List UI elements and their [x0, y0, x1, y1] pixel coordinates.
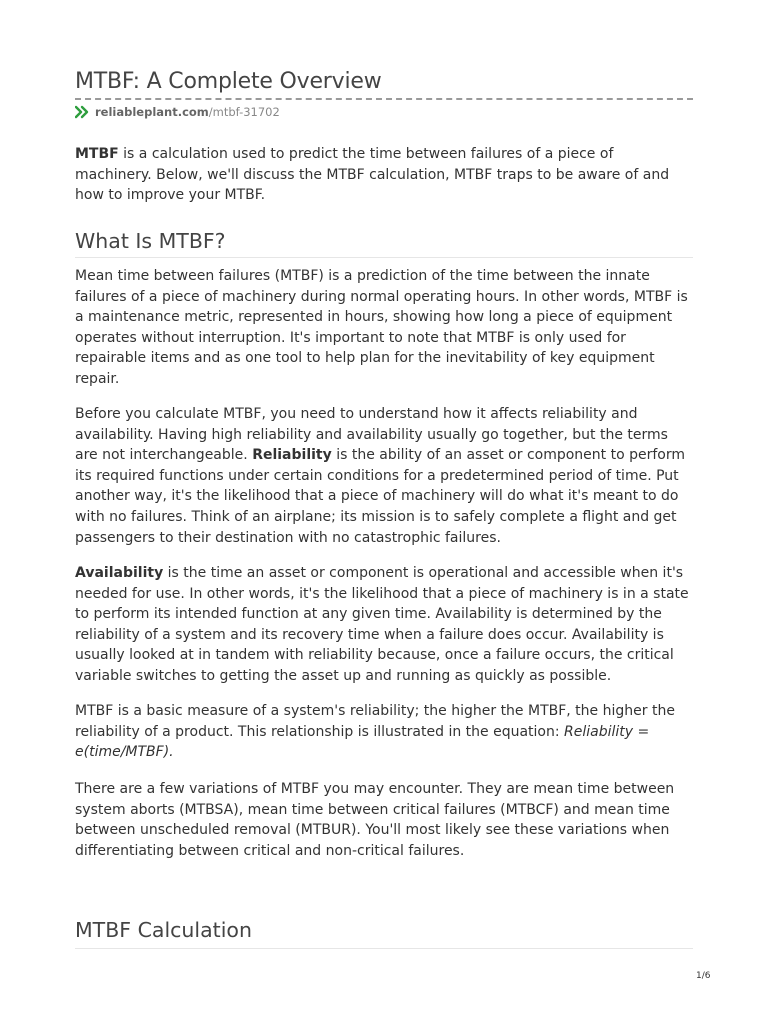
section-heading: What Is MTBF?	[75, 229, 226, 253]
page-number: 1/6	[696, 971, 711, 981]
section-divider	[75, 257, 693, 258]
paragraph-text: Before you calculate MTBF, you need to understand how it affects reliability and availability. Having high reliability and availability usually go together, but the terms are not interchangeable.	[75, 406, 668, 464]
term-availability: Availability	[75, 565, 164, 581]
section-what-is-mtbf	[75, 226, 693, 256]
paragraph-definition: Mean time between failures (MTBF) is a prediction of the time between the innate failures of a piece of machinery during normal operating hours. In other words, MTBF is a maintenance metric, represented in hours, showing how long a piece of equipment operates without interruption. It's important to note that MTBF is only used for repairable items and as one tool to help plan for the inevitability of key equipment repair.	[75, 268, 688, 387]
section-mtbf-calculation	[75, 915, 693, 945]
paragraph-text: is the ability of an asset or component to perform its required functions under certain conditions for a predetermined period of time. Put another way, it's the likelihood that a piece of machinery will do what it's meant to do with no failures. Think of an airplane; its mission is to safely complete a flight and get passengers to their destination with no catastrophic failures.	[75, 447, 686, 546]
intro-text: is a calculation used to predict the time between failures of a piece of machinery. Below, we'll discuss the MTBF calculation, MTBF traps to be aware of and how to improve your MTBF.	[75, 146, 670, 204]
double-chevron-right-icon	[75, 105, 89, 119]
intro-paragraph	[75, 144, 693, 206]
term-reliability: Reliability	[252, 447, 332, 464]
source-domain[interactable]: reliableplant.com	[95, 105, 209, 119]
paragraph-reliability	[75, 404, 693, 548]
intro-lead: MTBF	[75, 146, 119, 162]
source-path[interactable]: /mtbf-31702	[208, 105, 280, 119]
paragraph-text: is the time an asset or component is operational and accessible when it's needed for use. In other words, it's the likelihood that a piece of machinery is in a state to perform its intended function at any given time. Availability is determined by the reliability of a system and its recovery time when a failure does occur. Availability is usually looked at in tandem with reliability because, once a failure occurs, the critical variable switches to getting the asset up and running as quickly as possible.	[75, 565, 689, 684]
paragraph-variations: There are a few variations of MTBF you may encounter. They are mean time between system aborts (MTBSA), mean time between critical failures (MTBCF) and mean time between unscheduled removal (MTBUR). You'll most likely see these variations when differentiating between critical and non-critical failures.	[75, 781, 675, 859]
equation: Reliability = e(time/MTBF).	[75, 723, 650, 761]
page-title: MTBF: A Complete Overview	[75, 69, 382, 94]
section-divider	[75, 948, 693, 949]
source-link[interactable]	[75, 104, 280, 120]
section-heading: MTBF Calculation	[75, 918, 252, 942]
paragraph-availability	[75, 563, 693, 687]
paragraph-equation	[75, 701, 693, 763]
paragraph-text: MTBF is a basic measure of a system's reliability; the higher the MTBF, the higher the reliability of a product. This relationship is illustrated in the equation:	[75, 703, 675, 740]
title-divider	[75, 98, 693, 100]
